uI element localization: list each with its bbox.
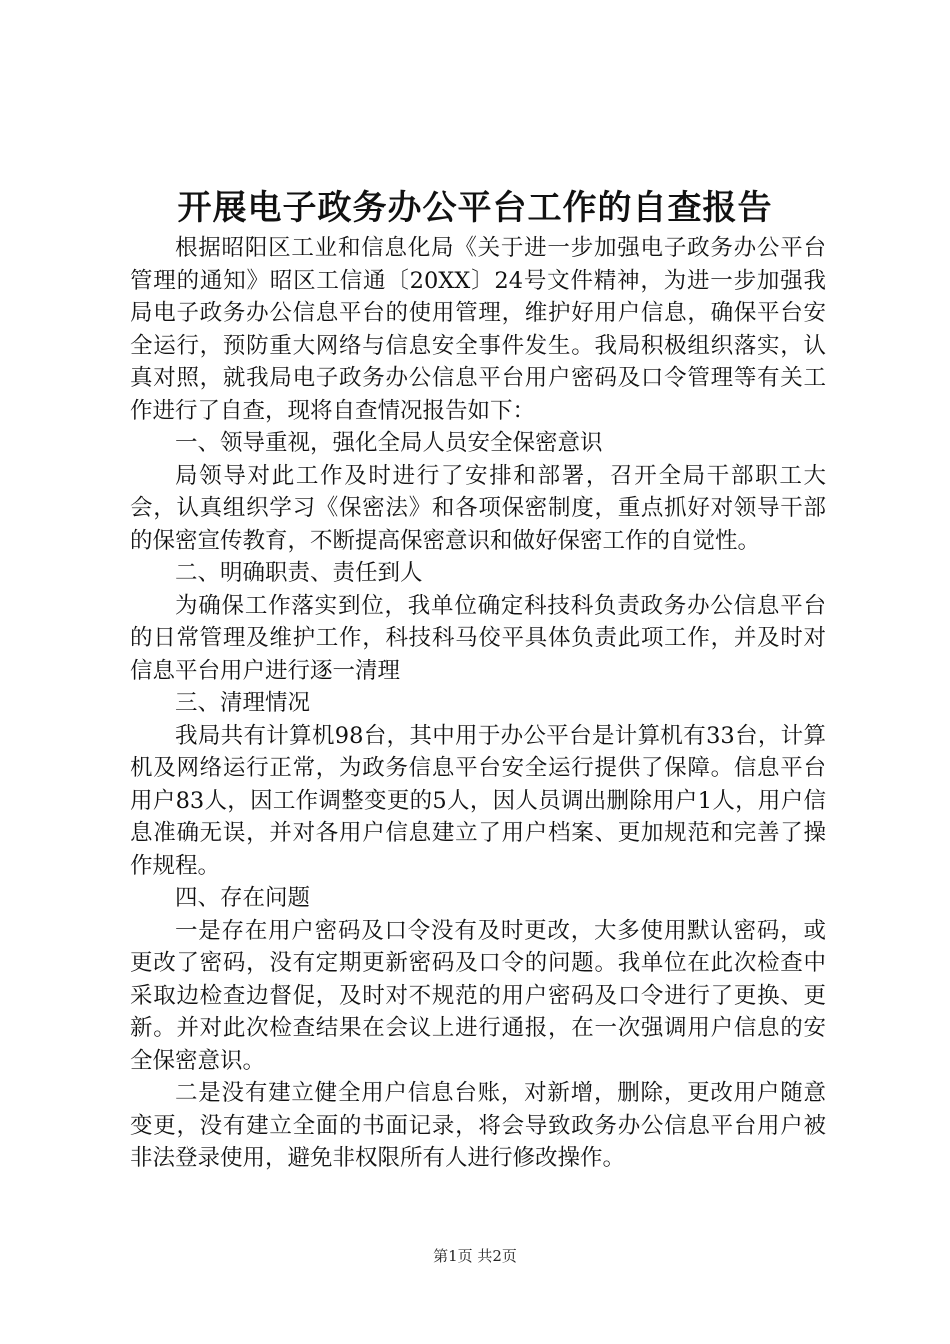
intro-paragraph: 根据昭阳区工业和信息化局《关于进一步加强电子政务办公平台管理的通知》昭区工信通〔20XX〕24号文件精神，为进一步加强我局电子政务办公信息平台的使用管理，维护好用户信息，确保平台安全运行，预防重大网络与信息安全事件发生。我局积极组织落实，认真对照，就我局电子政务办公信息平台用户密码及口令管理等有关工作进行了自查，现将自查情况报告如下： [130, 235, 826, 424]
page-number-footer: 第1页 共2页 [433, 1247, 517, 1265]
section-paragraph-4b: 二是没有建立健全用户信息台账，对新增，删除，更改用户随意变更，没有建立全面的书面记录，将会导致政务办公信息平台用户被非法登录使用，避免非权限所有人进行修改操作。 [130, 1080, 826, 1171]
section-heading-2: 二、明确职责、责任到人 [175, 560, 423, 586]
section-paragraph-2: 为确保工作落实到位，我单位确定科技科负责政务办公信息平台的日常管理及维护工作，科技科马佼平具体负责此项工作，并及时对信息平台用户进行逐一清理 [130, 592, 826, 684]
section-heading-1: 一、领导重视，强化全局人员安全保密意识 [175, 430, 603, 456]
section-heading-3: 三、清理情况 [175, 690, 311, 716]
section-paragraph-4a: 一是存在用户密码及口令没有及时更改，大多使用默认密码，或更改了密码，没有定期更新密码及口令的问题。我单位在此次检查中采取边检查边督促，及时对不规范的用户密码及口令进行了更换、更新。并对此次检查结果在会议上进行通报，在一次强调用户信息的安全保密意识。 [130, 917, 826, 1074]
document-body [130, 232, 826, 1175]
section-heading-4: 四、存在问题 [175, 885, 311, 911]
section-paragraph-3: 我局共有计算机98台，其中用于办公平台是计算机有33台，计算机及网络运行正常，为政务信息平台安全运行提供了保障。信息平台用户83人，因工作调整变更的5人，因人员调出删除用户1人，用户信息准确无误，并对各用户信息建立了用户档案、更加规范和完善了操作规程。 [130, 722, 826, 879]
section-paragraph-1: 局领导对此工作及时进行了安排和部署，召开全局干部职工大会，认真组织学习《保密法》和各项保密制度，重点抓好对领导干部的保密宣传教育，不断提高保密意识和做好保密工作的自觉性。 [130, 462, 826, 554]
document-title: 开展电子政务办公平台工作的自查报告 [177, 188, 773, 228]
